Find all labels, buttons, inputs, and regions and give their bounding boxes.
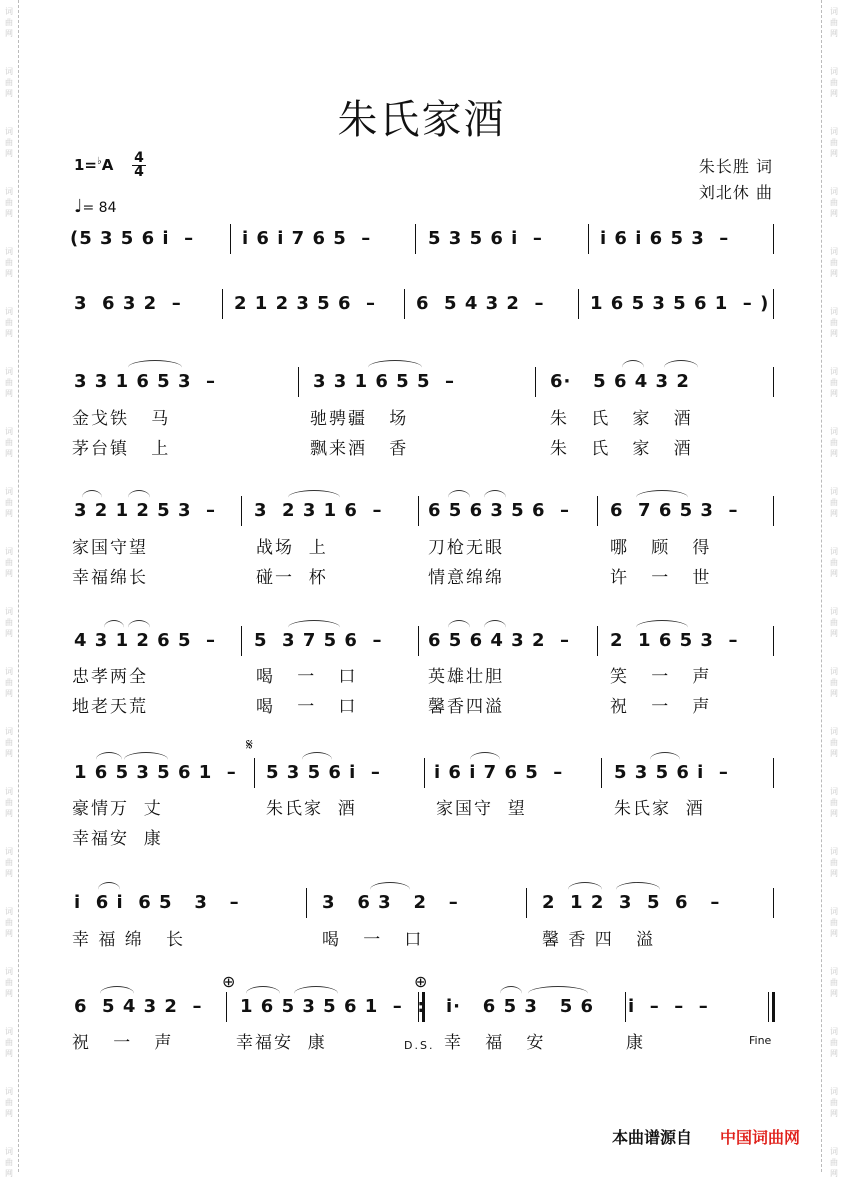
watermark-text: 词 曲 网 <box>830 847 838 878</box>
lyric-line-1: 幸 福 安 <box>444 1033 546 1053</box>
lyric-line-1: 战场 上 <box>256 538 328 558</box>
watermark-text: 词 曲 网 <box>830 487 838 518</box>
watermark-text: 词 曲 网 <box>5 727 13 758</box>
slur <box>288 490 340 505</box>
slur <box>664 360 698 375</box>
slur <box>622 360 644 375</box>
lyric-line-2: 茅台镇 上 <box>72 439 171 459</box>
measure-notes: 3 6 3 2 – <box>74 293 182 314</box>
measure-notes: 3 2 1 2 5 3 – <box>74 500 217 521</box>
lyric-line-2: 幸福安 康 <box>72 829 163 849</box>
watermark-text: 词 曲 网 <box>5 67 13 98</box>
measure-notes: 6 5 6 3 5 6 – <box>428 500 571 521</box>
watermark-text: 词 曲 网 <box>5 607 13 638</box>
fine-marking: Fine <box>749 1034 772 1047</box>
measure-notes: 6 5 6 4 3 2 – <box>428 630 571 651</box>
lyric-line-1: 朱 氏 家 酒 <box>550 409 693 429</box>
measure-notes: 3 6 3 2 – <box>322 892 459 913</box>
slur <box>128 490 150 505</box>
slur <box>650 752 680 767</box>
lyric-line-1: 笑 一 声 <box>610 667 712 687</box>
measure-notes: 5 3 7 5 6 – <box>254 630 383 651</box>
barline <box>418 496 419 526</box>
slur <box>98 882 120 897</box>
barline <box>773 626 774 656</box>
measure-notes: 2 1 6 5 3 – <box>610 630 739 651</box>
measure-notes: 6 7 6 5 3 – <box>610 500 739 521</box>
measure-notes: 2 1 2 3 5 6 – <box>542 892 721 913</box>
measure-notes: i 6 i 6 5 3 – <box>74 892 240 913</box>
coda-sign: ⊕ <box>414 972 428 991</box>
slur <box>124 752 168 767</box>
lyric-line-2: 朱 氏 家 酒 <box>550 439 693 459</box>
watermark-text: 词 曲 网 <box>830 1087 838 1118</box>
lyric-line-1: 祝 一 声 <box>72 1033 174 1053</box>
quarter-note-icon: ♩ <box>74 196 83 217</box>
lyric-line-1: 幸 福 绵 长 <box>72 930 186 950</box>
watermark-text: 词 曲 网 <box>5 247 13 278</box>
watermark-text: 词 曲 网 <box>5 907 13 938</box>
final-barline <box>772 992 775 1022</box>
lyric-line-2: 地老天荒 <box>72 697 148 717</box>
watermark-text: 词 曲 网 <box>830 7 838 38</box>
watermark-text: 词 曲 网 <box>830 127 838 158</box>
barline <box>526 888 527 918</box>
watermark-text: 词 曲 网 <box>830 427 838 458</box>
watermark-text: 词 曲 网 <box>830 1027 838 1058</box>
left-watermark-strip <box>2 0 16 1178</box>
lyric-line-2: 许 一 世 <box>610 568 712 588</box>
slur <box>636 620 688 635</box>
measure-notes: 6 5 4 3 2 – <box>416 293 545 314</box>
barline <box>773 496 774 526</box>
barline <box>226 992 227 1022</box>
measure-notes: 1 6 5 3 5 6 1 – ) <box>590 293 770 314</box>
barline <box>597 626 598 656</box>
key-signature: 1=♭A <box>74 156 114 174</box>
lyric-line-2: 喝 一 口 <box>256 697 358 717</box>
source-site-link[interactable]: 中国词曲网 <box>720 1128 801 1147</box>
watermark-text: 词 曲 网 <box>5 547 13 578</box>
lyric-line-2: 飘来酒 香 <box>310 439 409 459</box>
lyric-line-1: 朱氏家 酒 <box>266 799 357 819</box>
lyric-line-1: 康 <box>626 1033 645 1053</box>
watermark-text: 词 曲 网 <box>5 427 13 458</box>
watermark-text: 词 曲 网 <box>5 1147 13 1178</box>
lyric-line-1: 驰骋疆 场 <box>310 409 409 429</box>
barline <box>241 626 242 656</box>
lyric-line-1: 豪情万 丈 <box>72 799 163 819</box>
lyric-line-1: 家国守 望 <box>436 799 527 819</box>
watermark-text: 词 曲 网 <box>5 127 13 158</box>
slur <box>288 620 340 635</box>
measure-notes: i 6 i 7 6 5 – <box>242 228 372 249</box>
right-watermark-strip <box>827 0 841 1178</box>
slur <box>104 620 124 635</box>
measure-notes: 3 2 3 1 6 – <box>254 500 383 521</box>
watermark-text: 词 曲 网 <box>830 607 838 638</box>
measure-notes: 5 3 5 6 i – <box>614 762 729 783</box>
lyric-line-2: 馨香四溢 <box>428 697 504 717</box>
barline <box>535 367 536 397</box>
measure-notes: 5 3 5 6 i – <box>428 228 543 249</box>
barline <box>773 289 774 319</box>
watermark-text: 词 曲 网 <box>830 547 838 578</box>
slur <box>128 360 182 375</box>
barline <box>773 224 774 254</box>
watermark-text: 词 曲 网 <box>830 187 838 218</box>
barline <box>625 992 626 1022</box>
lyric-line-1: 刀枪无眼 <box>428 538 504 558</box>
lyric-line-1: 喝 一 口 <box>322 930 424 950</box>
watermark-text: 词 曲 网 <box>5 967 13 998</box>
barline <box>230 224 231 254</box>
watermark-text: 词 曲 网 <box>830 907 838 938</box>
watermark-text: 词 曲 网 <box>830 727 838 758</box>
slur <box>82 490 102 505</box>
watermark-text: 词 曲 网 <box>830 67 838 98</box>
watermark-text: 词 曲 网 <box>830 667 838 698</box>
watermark-text: 词 曲 网 <box>830 307 838 338</box>
measure-notes: 6· 5 6 4 3 2 <box>550 371 690 392</box>
song-title: 朱氏家酒 <box>337 97 506 143</box>
lyric-line-1: 哪 顾 得 <box>610 538 712 558</box>
slur <box>128 620 150 635</box>
barline <box>222 289 223 319</box>
slur <box>528 986 588 1001</box>
lyric-line-2: 碰一 杯 <box>256 568 328 588</box>
measure-notes: 5 3 5 6 i – <box>266 762 381 783</box>
slur <box>470 752 500 767</box>
final-barline <box>768 992 769 1022</box>
slur <box>302 752 332 767</box>
measure-notes: 3 3 1 6 5 5 – <box>313 371 456 392</box>
barline <box>241 496 242 526</box>
watermark-text: 词 曲 网 <box>5 307 13 338</box>
watermark-text: 词 曲 网 <box>5 367 13 398</box>
barline <box>578 289 579 319</box>
barline <box>254 758 255 788</box>
watermark-text: 词 曲 网 <box>5 1027 13 1058</box>
slur <box>368 360 422 375</box>
slur <box>448 620 470 635</box>
lyric-line-1: 馨 香 四 溢 <box>542 930 656 950</box>
barline <box>597 496 598 526</box>
barline <box>418 626 419 656</box>
repeat-barline <box>422 992 425 1022</box>
lyric-line-1: 幸福安 康 <box>236 1033 327 1053</box>
segno-sign: 𝄋 <box>246 735 253 754</box>
lyric-line-1: 朱氏家 酒 <box>614 799 705 819</box>
lyric-line-2: 幸福绵长 <box>72 568 148 588</box>
measure-notes: (5 3 5 6 i – <box>70 228 195 249</box>
barline <box>773 888 774 918</box>
slur <box>500 986 522 1001</box>
watermark-text: 词 曲 网 <box>5 1087 13 1118</box>
measure-notes: 2 1 2 3 5 6 – <box>234 293 377 314</box>
lyric-line-2: 情意绵绵 <box>428 568 504 588</box>
slur <box>370 882 410 897</box>
lyric-line-1: 金戈铁 马 <box>72 409 171 429</box>
watermark-text: 词 曲 网 <box>5 787 13 818</box>
measure-notes: 4 3 1 2 6 5 – <box>74 630 217 651</box>
watermark-text: 词 曲 网 <box>5 487 13 518</box>
lyric-line-1: 英雄壮胆 <box>428 667 504 687</box>
slur <box>294 986 338 1001</box>
slur <box>484 620 506 635</box>
slur <box>636 490 688 505</box>
watermark-text: 词 曲 网 <box>5 667 13 698</box>
watermark-text: 词 曲 网 <box>830 967 838 998</box>
ds-marking: D.S. <box>404 1039 435 1052</box>
barline <box>415 224 416 254</box>
measure-notes: 1 6 5 3 5 6 1 – : <box>240 996 426 1017</box>
tempo-marking: ♩= 84 <box>74 196 117 217</box>
repeat-barline <box>418 992 419 1022</box>
measure-notes: 3 3 1 6 5 3 – <box>74 371 217 392</box>
slur <box>100 986 134 1001</box>
lyric-line-1: 喝 一 口 <box>256 667 358 687</box>
measure-notes: i – – – <box>628 996 709 1017</box>
watermark-text: 词 曲 网 <box>830 787 838 818</box>
watermark-text: 词 曲 网 <box>5 7 13 38</box>
watermark-text: 词 曲 网 <box>5 847 13 878</box>
barline <box>773 758 774 788</box>
slur <box>96 752 122 767</box>
slur <box>448 490 470 505</box>
composer-credit: 刘北休 曲 <box>698 183 773 202</box>
watermark-text: 词 曲 网 <box>5 187 13 218</box>
barline <box>601 758 602 788</box>
slur <box>484 490 506 505</box>
barline <box>773 367 774 397</box>
lyric-line-2: 祝 一 声 <box>610 697 712 717</box>
barline <box>298 367 299 397</box>
watermark-text: 词 曲 网 <box>830 367 838 398</box>
measure-notes: i 6 i 6 5 3 – <box>600 228 730 249</box>
time-signature: 4 4 <box>132 152 146 179</box>
barline <box>404 289 405 319</box>
watermark-text: 词 曲 网 <box>830 1147 838 1178</box>
source-label: 本曲谱源自 <box>612 1128 693 1147</box>
lyricist-credit: 朱长胜 词 <box>698 157 773 176</box>
lyric-line-1: 家国守望 <box>72 538 148 558</box>
measure-notes: i 6 i 7 6 5 – <box>434 762 564 783</box>
barline <box>306 888 307 918</box>
slur <box>616 882 660 897</box>
slur <box>246 986 280 1001</box>
coda-sign: ⊕ <box>222 972 236 991</box>
barline <box>424 758 425 788</box>
lyric-line-1: 忠孝两全 <box>72 667 148 687</box>
measure-notes: i· 6 5 3 5 6 <box>446 996 595 1017</box>
barline <box>588 224 589 254</box>
measure-notes: 1 6 5 3 5 6 1 – <box>74 762 237 783</box>
slur <box>568 882 602 897</box>
watermark-text: 词 曲 网 <box>830 247 838 278</box>
measure-notes: 6 5 4 3 2 – <box>74 996 203 1017</box>
